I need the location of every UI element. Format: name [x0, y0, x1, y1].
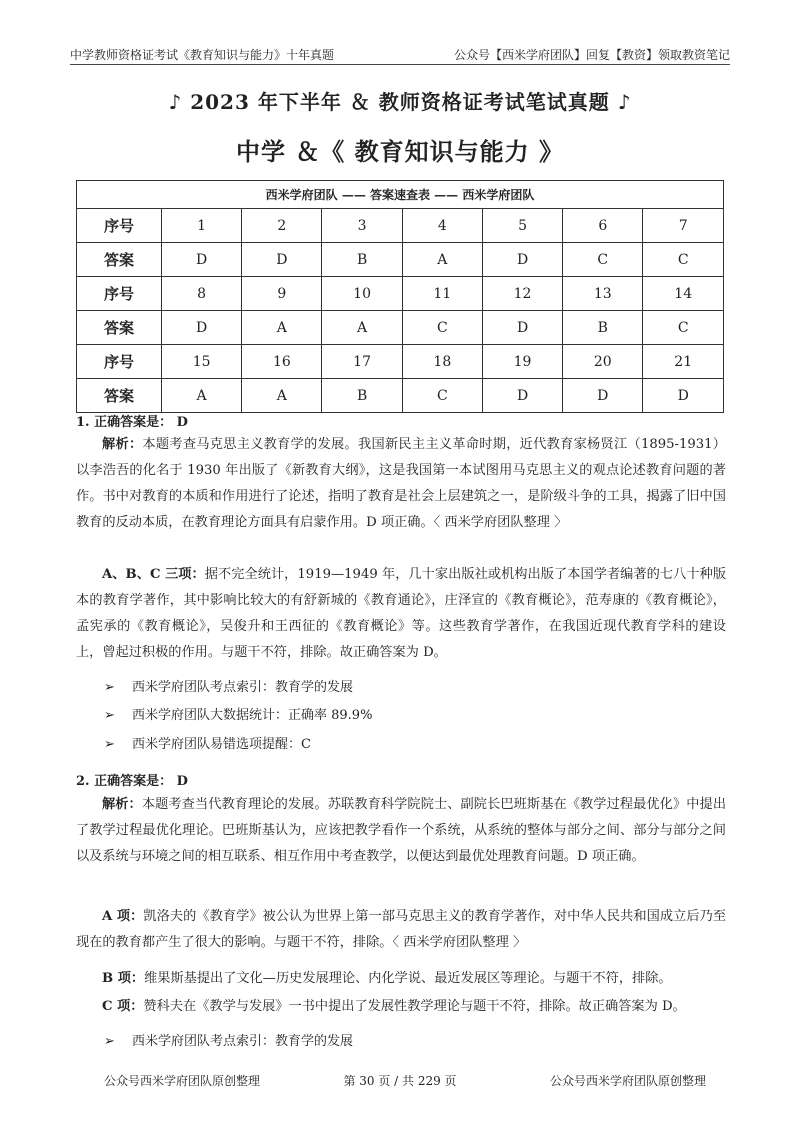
- question-number: 13: [563, 277, 643, 311]
- answer-cell: B: [563, 311, 643, 345]
- answer-cell: C: [563, 243, 643, 277]
- question-2-option-c: [76, 994, 726, 1020]
- table-caption: 西米学府团队 —— 答案速查表 —— 西米学府团队: [77, 181, 724, 209]
- answer-cell: D: [482, 379, 562, 413]
- option-a-text: 凯洛夫的《教育学》被公认为世界上第一部马克思主义的教育学著作，对中华人民共和国成立后乃至现在的教育都产生了很大的影响。与题干不符，排除。〈 西米学府团队整理 〉: [76, 909, 727, 950]
- table-row: [77, 345, 724, 379]
- question-1-title: 1. 正确答案是： D: [76, 415, 188, 430]
- table-row: [77, 209, 724, 243]
- exam-title: ♪ 2023 年下半年 ＆ 教师资格证考试笔试真题 ♪: [168, 90, 632, 114]
- question-number: 1: [162, 209, 242, 243]
- question-number: 6: [563, 209, 643, 243]
- question-number: 21: [643, 345, 724, 379]
- table-row: [77, 379, 724, 413]
- answer-cell: A: [402, 243, 482, 277]
- question-number: 11: [402, 277, 482, 311]
- answer-cell: B: [322, 243, 402, 277]
- option-b-text: 维果斯基提出了文化—历史发展理论、内化学说、最近发展区等理论。与题干不符，排除。: [144, 971, 672, 986]
- list-item: [104, 1030, 353, 1049]
- answer-cell: D: [482, 311, 562, 345]
- question-1-analysis: [76, 432, 726, 536]
- answer-cell: C: [402, 311, 482, 345]
- arrowhead-bullet-icon: ➢: [104, 737, 115, 752]
- question-number: 18: [402, 345, 482, 379]
- answer-cell: A: [242, 379, 322, 413]
- footer-left-text: 公众号西米学府团队原创整理: [104, 1074, 261, 1088]
- row-header-number: 序号: [77, 209, 162, 243]
- answer-cell: B: [322, 379, 402, 413]
- question-2-option-a: [76, 904, 726, 956]
- question-number: 20: [563, 345, 643, 379]
- question-number: 16: [242, 345, 322, 379]
- bullet-text: 西米学府团队考点索引：教育学的发展: [132, 680, 354, 695]
- answer-cell: A: [322, 311, 402, 345]
- row-header-number: 序号: [77, 345, 162, 379]
- option-c-text: 赞科夫在《教学与发展》一书中提出了发展性教学理论与题干不符，排除。故正确答案为 D。: [143, 999, 686, 1014]
- subject-title: 中学 ＆《 教育知识与能力 》: [235, 137, 565, 166]
- page-footer: [0, 1072, 800, 1090]
- arrowhead-bullet-icon: ➢: [104, 708, 115, 723]
- option-b-label: B 项：: [102, 971, 145, 986]
- arrowhead-bullet-icon: ➢: [104, 680, 115, 695]
- header-right-text: 公众号【西米学府团队】回复【教资】领取教资笔记: [453, 48, 730, 62]
- answer-cell: D: [482, 243, 562, 277]
- question-number: 14: [643, 277, 724, 311]
- question-number: 5: [482, 209, 562, 243]
- header-left-text: 中学教师资格证考试《教育知识与能力》十年真题: [70, 48, 335, 62]
- table-row: [77, 311, 724, 345]
- page-number: 第 30 页 / 共 229 页: [343, 1074, 457, 1088]
- row-header-answer: 答案: [77, 311, 162, 345]
- answer-cell: C: [643, 311, 724, 345]
- answer-quick-table: [76, 180, 724, 413]
- question-number: 17: [322, 345, 402, 379]
- options-label: A、B、C 三项：: [102, 567, 205, 582]
- answer-cell: D: [563, 379, 643, 413]
- question-2-option-b: [76, 966, 726, 992]
- answer-cell: A: [242, 311, 322, 345]
- answer-cell: D: [643, 379, 724, 413]
- footer-right-text: 公众号西米学府团队原创整理: [549, 1074, 706, 1088]
- analysis-label: 解析：: [102, 797, 142, 812]
- question-number: 10: [322, 277, 402, 311]
- option-a-label: A 项：: [102, 909, 144, 924]
- question-number: 7: [643, 209, 724, 243]
- table-row: [77, 277, 724, 311]
- question-1-options-abc: [76, 562, 726, 666]
- question-number: 2: [242, 209, 322, 243]
- options-text: 据不完全统计，1919—1949 年，几十家出版社或机构出版了本国学者编著的七八十种版本的教育学著作，其中影响比较大的有舒新城的《教育通论》，庄泽宣的《教育概论》，范寿康的《教育概论》，孟宪承的《教育概论》，吴俊升和王西征的《教育概论》等。这些教育学著作，在我国近现代教育学科的建设上，曾起过积极的作用。与题干不符，排除。故正确答案为 D。: [76, 567, 727, 660]
- option-c-label: C 项：: [102, 999, 144, 1014]
- answer-cell: D: [162, 311, 242, 345]
- analysis-text: 本题考查马克思主义教育学的发展。我国新民主主义革命时期，近代教育家杨贤江（1895-1931）以李浩吾的化名于 1930 年出版了《新教育大纲》，这是我国第一本试图用马克思主义的观点论述教育问题的著作。书中对教育的本质和作用进行了论述，指明了教育是社会上层建筑之一，是阶级斗争的工具，揭露了旧中国教育的反动本质，在教育理论方面具有启蒙作用。D 项正确。〈 西米学府团队整理 〉: [76, 437, 726, 530]
- list-item: [104, 733, 311, 752]
- question-2-title: 2. 正确答案是： D: [76, 774, 188, 789]
- question-number: 19: [482, 345, 562, 379]
- answer-cell: A: [162, 379, 242, 413]
- list-item: [104, 704, 372, 723]
- row-header-number: 序号: [77, 277, 162, 311]
- question-number: 12: [482, 277, 562, 311]
- answer-cell: C: [402, 379, 482, 413]
- page-header: [70, 42, 730, 65]
- question-number: 3: [322, 209, 402, 243]
- bullet-text: 西米学府团队易错选项提醒：C: [132, 737, 311, 752]
- question-number: 9: [242, 277, 322, 311]
- question-number: 4: [402, 209, 482, 243]
- answer-cell: D: [162, 243, 242, 277]
- arrowhead-bullet-icon: ➢: [104, 1034, 115, 1049]
- answer-cell: C: [643, 243, 724, 277]
- question-number: 8: [162, 277, 242, 311]
- analysis-text: 本题考查当代教育理论的发展。苏联教育科学院院士、副院长巴班斯基在《教学过程最优化》中提出了教学过程最优化理论。巴班斯基认为，应该把教学看作一个系统，从系统的整体与部分之间、部分与部分之间以及系统与环境之间的相互联系、相互作用中考查教学，以便达到最优处理教育问题。D 项正确。: [76, 797, 727, 864]
- row-header-answer: 答案: [77, 243, 162, 277]
- table-row: [77, 243, 724, 277]
- bullet-text: 西米学府团队考点索引：教育学的发展: [132, 1034, 354, 1049]
- bullet-text: 西米学府团队大数据统计：正确率 89.9%: [132, 708, 373, 723]
- question-2-analysis: [76, 792, 726, 870]
- analysis-label: 解析：: [102, 437, 143, 452]
- list-item: [104, 676, 353, 695]
- row-header-answer: 答案: [77, 379, 162, 413]
- question-number: 15: [162, 345, 242, 379]
- answer-cell: D: [242, 243, 322, 277]
